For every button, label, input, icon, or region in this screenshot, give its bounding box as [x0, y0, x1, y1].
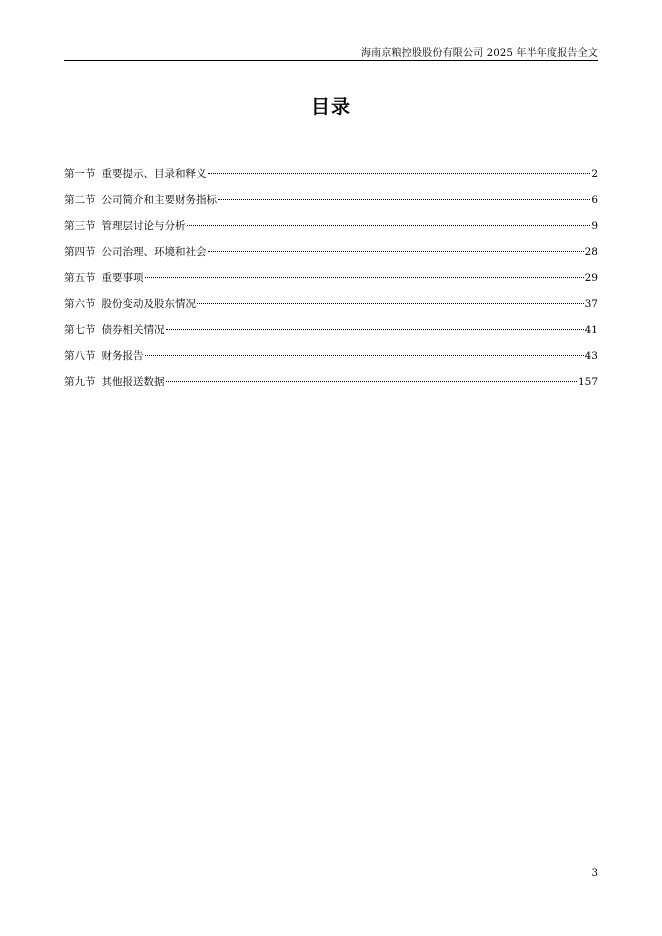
dot-leader: [145, 277, 584, 278]
toc-section-number: 第七节: [64, 324, 96, 336]
toc-page-number: 157: [577, 376, 598, 388]
toc-section-number: 第六节: [64, 298, 96, 310]
running-header: 海南京粮控股股份有限公司 2025 年半年度报告全文: [360, 48, 598, 59]
dot-leader: [166, 329, 584, 330]
toc-page-number: 9: [591, 220, 598, 232]
toc-section-title: 重要事项: [101, 272, 144, 284]
toc-section-number: 第五节: [64, 272, 96, 284]
page-title: 目录: [310, 96, 351, 118]
header-rule: [64, 60, 598, 61]
dot-leader: [208, 173, 591, 174]
toc-section-title: 股份变动及股东情况: [101, 298, 196, 310]
toc-section-title: 债券相关情况: [101, 324, 165, 336]
toc-section-title: 公司治理、环境和社会: [101, 246, 207, 258]
toc-entry-8[interactable]: [64, 348, 598, 374]
toc-section-title: 管理层讨论与分析: [101, 220, 186, 232]
dot-leader: [218, 199, 590, 200]
dot-leader: [145, 355, 584, 356]
toc-section-number: 第二节: [64, 194, 96, 206]
toc-section-number: 第八节: [64, 350, 96, 362]
toc-section-title: 其他报送数据: [101, 376, 165, 388]
toc-page-number: 41: [584, 324, 598, 336]
toc-section-number: 第四节: [64, 246, 96, 258]
toc-entry-4[interactable]: [64, 244, 598, 270]
toc-entry-7[interactable]: [64, 322, 598, 348]
toc-entry-5[interactable]: [64, 270, 598, 296]
toc-entry-9[interactable]: [64, 374, 598, 400]
toc-page-number: 29: [584, 272, 598, 284]
toc-page-number: 2: [591, 168, 598, 180]
toc-section-number: 第九节: [64, 376, 96, 388]
table-of-contents: [64, 166, 598, 400]
toc-entry-2[interactable]: [64, 192, 598, 218]
toc-entry-1[interactable]: [64, 166, 598, 192]
dot-leader: [208, 251, 584, 252]
dot-leader: [197, 303, 584, 304]
toc-section-number: 第一节: [64, 168, 96, 180]
toc-page-number: 28: [584, 246, 598, 258]
page-number: 3: [591, 868, 598, 879]
toc-page-number: 43: [584, 350, 598, 362]
toc-section-title: 财务报告: [101, 350, 144, 362]
toc-entry-6[interactable]: [64, 296, 598, 322]
toc-page-number: 6: [591, 194, 598, 206]
toc-page-number: 37: [584, 298, 598, 310]
toc-section-title: 公司简介和主要财务指标: [101, 194, 217, 206]
dot-leader: [187, 225, 591, 226]
toc-section-title: 重要提示、目录和释义: [101, 168, 207, 180]
dot-leader: [166, 381, 577, 382]
toc-entry-3[interactable]: [64, 218, 598, 244]
toc-section-number: 第三节: [64, 220, 96, 232]
